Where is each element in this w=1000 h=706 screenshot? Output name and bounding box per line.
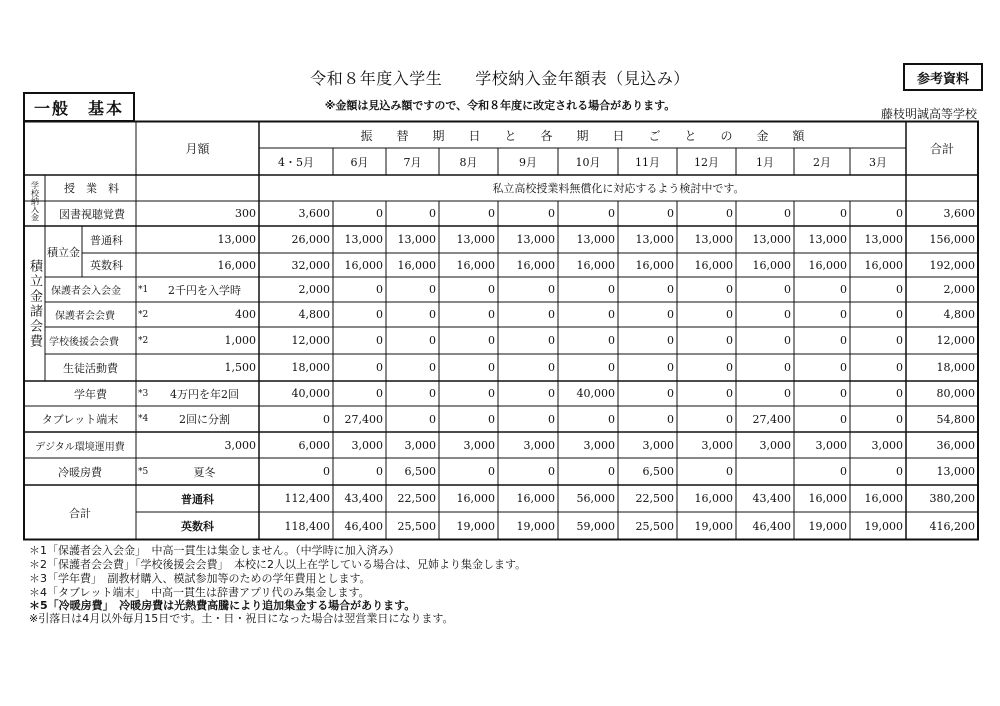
month-value: 0 (376, 283, 383, 296)
month-value: 3,000 (404, 438, 436, 452)
month-value: 25,500 (635, 519, 674, 533)
month-value: 16,000 (635, 258, 674, 272)
month-value: 16,000 (808, 258, 847, 272)
month-value: 0 (896, 207, 903, 220)
month-value: 19,000 (864, 519, 903, 533)
month-value: 59,000 (576, 519, 615, 533)
month-value: 16,000 (576, 258, 615, 272)
month-value: 0 (429, 207, 436, 220)
month-value: 0 (608, 334, 615, 347)
month-value: 16,000 (516, 258, 555, 272)
month-value: 3,000 (815, 438, 847, 452)
row-label: 英数科 (90, 259, 123, 272)
month-value: 0 (896, 465, 903, 478)
month-value: 16,000 (456, 492, 495, 505)
month-value: 22,500 (397, 492, 436, 505)
month-value: 56,000 (576, 492, 615, 505)
month-header-1: 4・5月 (278, 155, 314, 169)
month-value: 2,000 (298, 283, 330, 296)
month-value: 16,000 (456, 258, 495, 272)
tuition-label: 授 業 料 (64, 182, 119, 195)
month-value: 3,600 (298, 207, 330, 220)
group-school-fees-label: 学校納入金 (30, 180, 40, 221)
month-value: 0 (840, 387, 847, 400)
row-total: 13,000 (936, 465, 975, 478)
row-label: 学年費 (74, 387, 107, 401)
row-label: 図書視聴覚費 (59, 207, 125, 221)
row-total: 4,800 (943, 308, 975, 321)
monthly-amount: 13,000 (217, 233, 256, 246)
month-value: 13,000 (694, 233, 733, 246)
month-value: 27,400 (752, 412, 791, 426)
month-value: 0 (488, 207, 495, 220)
monthly-amount: 400 (235, 308, 256, 321)
month-value: 0 (548, 283, 555, 296)
footnote-mark: *4 (138, 414, 149, 424)
month-value: 16,000 (752, 258, 791, 272)
month-value: 0 (667, 334, 674, 347)
month-value: 4,800 (298, 308, 330, 321)
month-value: 3,000 (871, 438, 903, 452)
row-label: 保護者会会費 (55, 311, 115, 322)
month-value: 0 (840, 334, 847, 347)
row-label: タブレット端末 (41, 413, 119, 426)
month-header-11: 3月 (869, 155, 887, 169)
month-header-10: 2月 (813, 155, 831, 169)
month-value: 0 (726, 334, 733, 347)
month-value: 0 (726, 308, 733, 321)
month-value: 13,000 (752, 233, 791, 246)
reserve-sub-label: 積立金 (47, 245, 80, 259)
month-value: 0 (548, 465, 555, 478)
monthly-amount: 300 (235, 207, 256, 220)
month-header-5: 9月 (519, 155, 537, 169)
month-value: 19,000 (516, 519, 555, 533)
month-value: 0 (608, 465, 615, 478)
month-header-7: 11月 (635, 155, 660, 169)
monthly-amount: 1,500 (224, 361, 256, 374)
month-value: 22,500 (635, 492, 674, 505)
footnote-6: ※引落日は4月以外毎月15日です。土・日・祝日になった場合は翌営業日になります。 (29, 612, 454, 625)
month-value: 18,000 (291, 361, 330, 374)
row-note: 4万円を年2回 (170, 387, 239, 401)
footnote-5: ＊5「冷暖房費」 冷暖房費は光熱費高騰により追加集金する場合があります。 (29, 599, 416, 612)
month-value: 0 (896, 361, 903, 374)
month-value: 3,000 (759, 438, 791, 452)
month-header-6: 10月 (575, 155, 601, 169)
monthly-amount: 3,000 (224, 438, 256, 452)
month-value: 0 (784, 387, 791, 400)
month-value: 19,000 (694, 519, 733, 533)
month-value: 16,000 (694, 492, 733, 505)
month-value: 0 (840, 412, 847, 426)
monthly-amount: 1,000 (224, 334, 256, 347)
school-name: 藤枝明誠高等学校 (880, 107, 977, 121)
month-value: 0 (896, 283, 903, 296)
month-value: 3,000 (523, 438, 555, 452)
footnote-mark: *2 (138, 335, 149, 346)
document-title: 令和８年度入学生 学校納入金年額表（見込み） (310, 69, 690, 88)
row-total: 416,200 (929, 519, 975, 533)
month-value: 0 (784, 308, 791, 321)
month-value: 0 (429, 361, 436, 374)
month-value: 0 (608, 412, 615, 426)
month-value: 13,000 (576, 233, 615, 246)
month-value: 3,000 (463, 438, 495, 452)
month-value: 0 (548, 308, 555, 321)
month-value: 16,000 (344, 258, 383, 272)
month-value: 0 (726, 361, 733, 374)
month-value: 0 (376, 465, 383, 478)
month-value: 0 (726, 387, 733, 400)
month-value: 0 (376, 361, 383, 374)
footnote-1: ＊1「保護者会入会金」 中高一貫生は集金しません。（中学時に加入済み） (29, 544, 400, 557)
row-note: 夏冬 (193, 465, 216, 479)
month-value: 13,000 (456, 233, 495, 246)
month-value: 0 (323, 412, 330, 426)
month-value: 0 (608, 283, 615, 296)
month-value: 0 (896, 412, 903, 426)
month-value: 16,000 (808, 492, 847, 505)
month-value: 0 (667, 283, 674, 296)
month-value: 0 (726, 465, 733, 478)
row-total: 54,800 (936, 412, 975, 426)
month-value: 0 (429, 412, 436, 426)
row-note: 2回に分割 (179, 413, 230, 426)
month-value: 13,000 (635, 233, 674, 246)
month-value: 0 (548, 387, 555, 400)
month-value: 19,000 (456, 519, 495, 533)
month-value: 13,000 (344, 233, 383, 246)
row-label: 英数科 (181, 520, 214, 533)
month-value: 0 (323, 465, 330, 478)
month-value: 16,000 (864, 258, 903, 272)
month-value: 0 (784, 283, 791, 296)
month-value: 0 (429, 283, 436, 296)
month-value: 112,400 (284, 492, 330, 505)
month-value: 0 (488, 412, 495, 426)
month-value: 0 (488, 361, 495, 374)
month-value: 13,000 (516, 233, 555, 246)
month-value: 6,500 (404, 465, 436, 478)
month-value: 0 (667, 361, 674, 374)
month-value: 0 (896, 308, 903, 321)
row-total: 380,200 (929, 492, 975, 505)
month-value: 0 (784, 361, 791, 374)
footnote-mark: *5 (138, 466, 149, 477)
month-value: 27,400 (344, 412, 383, 426)
total-header: 合計 (929, 142, 954, 156)
month-value: 0 (608, 361, 615, 374)
month-value: 0 (896, 387, 903, 400)
row-total: 3,600 (943, 207, 975, 220)
month-value: 0 (429, 387, 436, 400)
month-value: 3,000 (351, 438, 383, 452)
month-value: 3,000 (701, 438, 733, 452)
month-value: 0 (429, 308, 436, 321)
month-value: 0 (488, 465, 495, 478)
row-total: 18,000 (936, 361, 975, 374)
month-value: 0 (548, 361, 555, 374)
footnote-4: ＊4「タブレット端末」 中高一貫生は辞書アプリ代のみ集金します。 (29, 586, 370, 599)
month-value: 0 (667, 412, 674, 426)
month-value: 16,000 (397, 258, 436, 272)
row-label: 普通科 (90, 233, 123, 247)
month-header-3: 7月 (403, 155, 422, 169)
category-label: 一般 基本 (23, 92, 135, 122)
month-value: 0 (784, 334, 791, 347)
footnote-mark: *1 (138, 284, 149, 295)
month-value: 0 (840, 361, 847, 374)
month-value: 0 (548, 207, 555, 220)
month-value: 0 (726, 283, 733, 296)
month-value: 0 (726, 412, 733, 426)
month-value: 0 (488, 283, 495, 296)
grand-total-label: 合計 (69, 506, 91, 520)
month-value: 0 (376, 334, 383, 347)
month-value: 16,000 (694, 258, 733, 272)
monthly-amount: 16,000 (217, 258, 256, 272)
month-value: 0 (784, 207, 791, 220)
month-value: 0 (376, 207, 383, 220)
row-total: 2,000 (943, 283, 975, 296)
month-header-2: 6月 (350, 155, 369, 169)
month-value: 6,500 (642, 465, 674, 478)
month-value: 0 (840, 283, 847, 296)
month-value: 46,400 (752, 519, 791, 533)
month-value: 0 (429, 334, 436, 347)
month-value: 0 (548, 334, 555, 347)
row-label: 学校後援会会費 (49, 337, 119, 348)
row-label: デジタル環境運用費 (35, 441, 125, 453)
month-value: 46,400 (344, 519, 383, 533)
footnote-3: ＊3「学年費」 副教材購入、模試参加等のための学年費用とします。 (29, 572, 371, 585)
schedule-header: 振 替 期 日 と 各 期 日 ご と の 金 額 (360, 128, 805, 143)
month-value: 12,000 (291, 334, 330, 347)
month-value: 40,000 (291, 387, 330, 400)
month-value: 0 (667, 387, 674, 400)
month-value: 118,400 (284, 519, 330, 533)
footnote-mark: *2 (138, 309, 149, 320)
month-value: 0 (840, 465, 847, 478)
month-value: 43,400 (344, 492, 383, 505)
month-value: 0 (488, 387, 495, 400)
month-value: 43,400 (752, 492, 791, 505)
month-value: 0 (667, 207, 674, 220)
month-value: 0 (726, 207, 733, 220)
row-label: 普通科 (181, 492, 214, 506)
footnote-2: ＊2「保護者会会費」「学校後援会会費」 本校に2人以上在学している場合は、兄姉より集金します。 (29, 558, 527, 571)
tuition-note: 私立高校授業料無償化に対応するよう検討中です。 (492, 182, 745, 195)
month-value: 40,000 (576, 387, 615, 400)
month-value: 13,000 (397, 233, 436, 246)
month-value: 16,000 (516, 492, 555, 505)
group-reserve-label: 積立金諸会費 (27, 258, 42, 349)
month-value: 0 (488, 334, 495, 347)
month-value: 25,500 (397, 519, 436, 533)
month-value: 0 (840, 207, 847, 220)
month-value: 0 (376, 308, 383, 321)
month-value: 16,000 (864, 492, 903, 505)
reference-label: 参考資料 (903, 63, 983, 91)
month-value: 0 (548, 412, 555, 426)
row-total: 36,000 (936, 438, 975, 452)
month-value: 0 (896, 334, 903, 347)
row-note: 2千円を入学時 (168, 283, 241, 297)
revision-note: ※金額は見込み額ですので、令和８年度に改定される場合があります。 (324, 99, 676, 112)
month-value: 0 (608, 207, 615, 220)
month-value: 0 (608, 308, 615, 321)
month-value: 3,000 (642, 438, 674, 452)
row-total: 156,000 (929, 233, 975, 246)
row-label: 保護者会入会金 (51, 286, 121, 297)
month-header-4: 8月 (459, 155, 478, 169)
month-value: 3,000 (583, 438, 615, 452)
row-label: 生徒活動費 (63, 361, 118, 375)
row-label: 冷暖房費 (58, 465, 102, 479)
month-value: 0 (667, 308, 674, 321)
month-value (736, 458, 794, 485)
row-total: 192,000 (929, 258, 975, 272)
month-value: 13,000 (808, 233, 847, 246)
month-value: 6,000 (298, 438, 330, 452)
month-value: 0 (488, 308, 495, 321)
monthly-amount-header: 月額 (185, 142, 210, 156)
month-header-8: 12月 (694, 155, 719, 169)
month-value: 19,000 (808, 519, 847, 533)
month-value: 0 (840, 308, 847, 321)
row-total: 12,000 (936, 334, 975, 347)
month-value: 26,000 (291, 233, 330, 246)
month-value: 0 (376, 387, 383, 400)
footnote-mark: *3 (138, 388, 149, 399)
month-value: 32,000 (291, 258, 330, 272)
month-value: 13,000 (864, 233, 903, 246)
row-total: 80,000 (936, 387, 975, 400)
month-header-9: 1月 (756, 155, 774, 169)
